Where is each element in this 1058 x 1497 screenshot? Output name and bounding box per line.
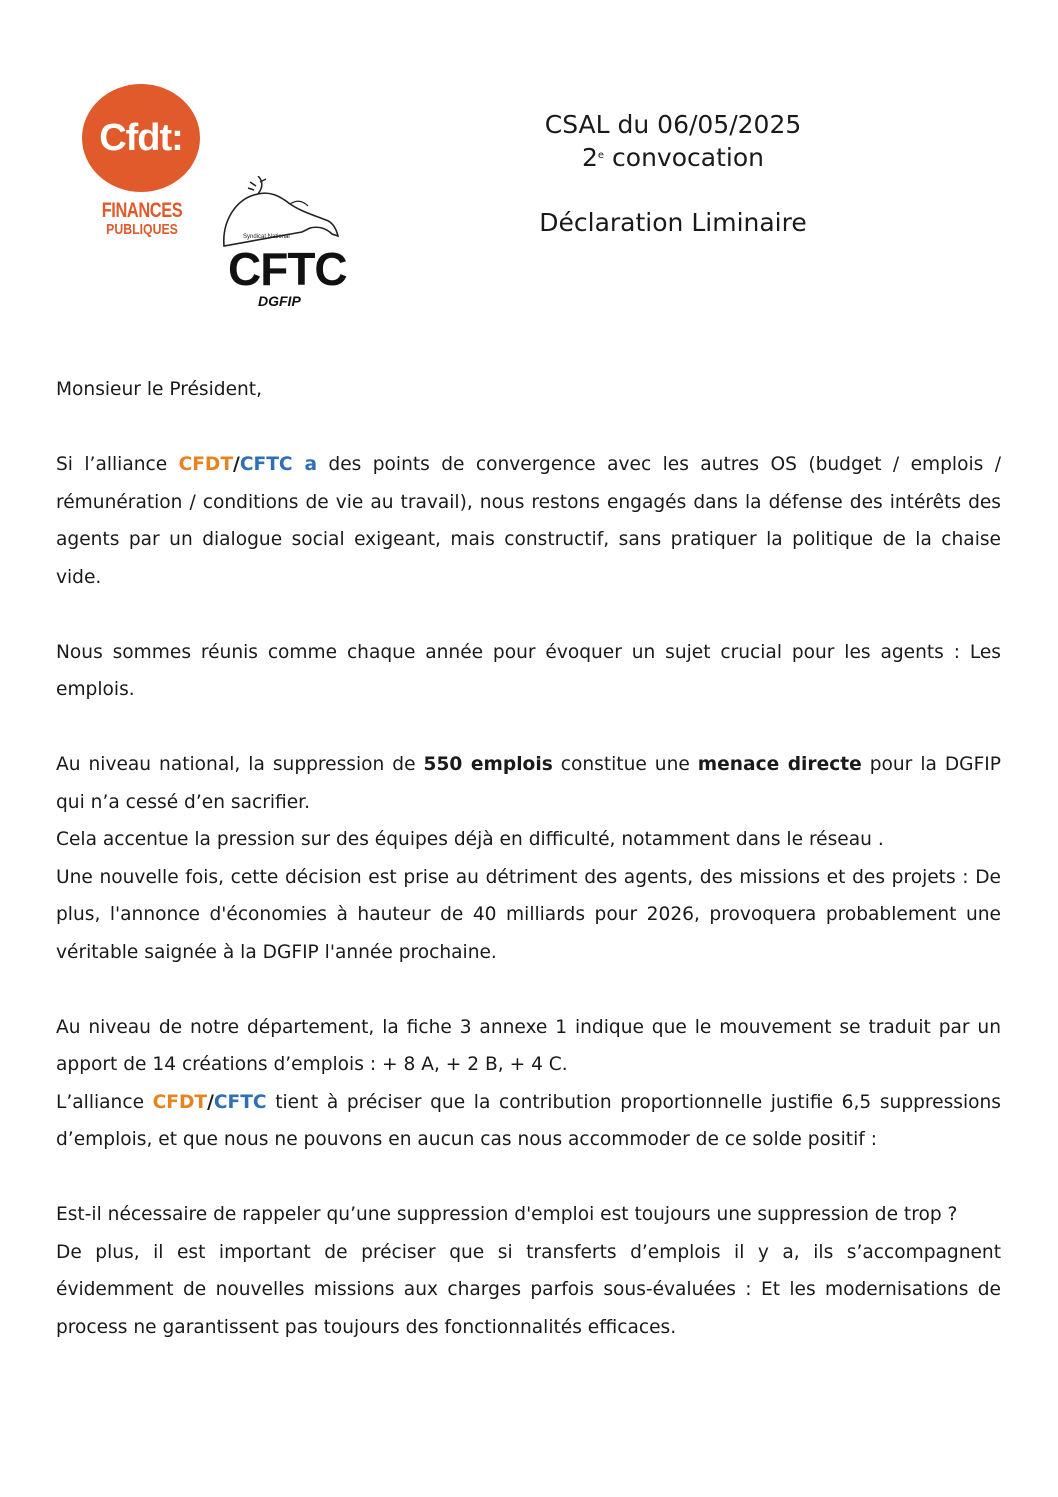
cftc-name: CFTC a: [239, 454, 318, 475]
text-run: des points de convergence avec les autres OS (budget / emplois / rémunération / conditions de vie au travail), nous restons engagés dans la défense des intérêts des agents par un dialogue social exigeant, mais constructif, sans pratiquer la politique de la chaise vide.: [56, 454, 1001, 588]
document-body: [56, 371, 1001, 1346]
cftc-name: CFTC: [213, 1091, 267, 1113]
paragraph-alliance: [56, 446, 1001, 596]
paragraph-transfers: De plus, il est important de préciser que si transferts d’emplois il y a, ils s’accompagnent évidemment de nouvelles missions aux charges parfois sous-évaluées : Et les modernisations de process ne garantissent pas toujours des fonctionnalités efficaces.: [56, 1241, 1001, 1338]
text-run: pour la DGFIP qui n’a cessé d’en sacrifier.: [56, 754, 1001, 813]
cfdt-logo-line1: FINANCES: [101, 199, 183, 222]
cfdt-name: CFDT: [152, 1091, 208, 1113]
paragraph-national: [56, 746, 1001, 821]
document-title: Déclaration Liminaire: [539, 208, 807, 237]
cftc-logo: [218, 176, 347, 312]
slash: /: [233, 454, 240, 475]
convocation-ordinal: e: [597, 150, 605, 161]
paragraph-pressure: Cela accentue la pression sur des équipes déjà en difficulté, notamment dans le réseau .: [56, 829, 884, 850]
convocation-line: [500, 141, 846, 174]
meeting-title: CSAL du 06/05/2025: [544, 110, 802, 139]
slash: /: [207, 1091, 214, 1113]
cfdt-logo-line2: PUBLIQUES: [106, 221, 178, 238]
cfdt-logo: [82, 84, 202, 237]
text-run: Au niveau national, la suppression de: [56, 754, 424, 775]
text-run: L’alliance: [56, 1091, 153, 1113]
paragraph-department: Au niveau de notre département, la fiche 3 annexe 1 indique que le mouvement se traduit par un apport de 14 créations d’emplois : + 8 A, + 2 B, + 4 C.: [56, 1016, 1001, 1075]
cftc-logo-small: Syndicat National: [243, 234, 290, 240]
paragraph-meeting: Nous sommes réunis comme chaque année pour évoquer un sujet crucial pour les agents : Les emplois.: [56, 641, 1001, 700]
text-run: constitue une: [552, 754, 698, 775]
salutation: Monsieur le Président,: [56, 379, 262, 400]
text-run: tient à préciser que la contribution proportionnelle justifie 6,5 suppressions d’emplois, et que nous ne pouvons en aucun cas nous accommoder de ce solde positif :: [56, 1091, 1001, 1150]
paragraph-decision: Une nouvelle fois, cette décision est prise au détriment des agents, des missions et des projets : De plus, l'annonce d'économies à hauteur de 40 milliards pour 2026, provoquera probablement une véritable saignée à la DGFIP l'année prochaine.: [56, 866, 1001, 963]
cfdt-name: CFDT: [178, 454, 234, 475]
threat-phrase: menace directe: [697, 754, 862, 775]
convocation-label: convocation: [604, 143, 764, 172]
cfdt-logo-caption: [82, 200, 202, 237]
jobs-count: 550 emplois: [423, 754, 553, 775]
cfdt-logo-mark: Cfdt:: [82, 84, 200, 192]
cftc-logo-sub: DGFIP: [258, 293, 301, 309]
paragraph-contribution: [56, 1084, 1001, 1159]
paragraph-question: Est-il nécessaire de rappeler qu’une suppression d'emploi est toujours une suppression de trop ?: [56, 1204, 958, 1225]
convocation-number: 2: [582, 143, 598, 172]
document-header: [500, 108, 846, 239]
text-run: Si l’alliance: [56, 454, 179, 475]
cftc-logo-name: CFTC: [228, 243, 347, 295]
